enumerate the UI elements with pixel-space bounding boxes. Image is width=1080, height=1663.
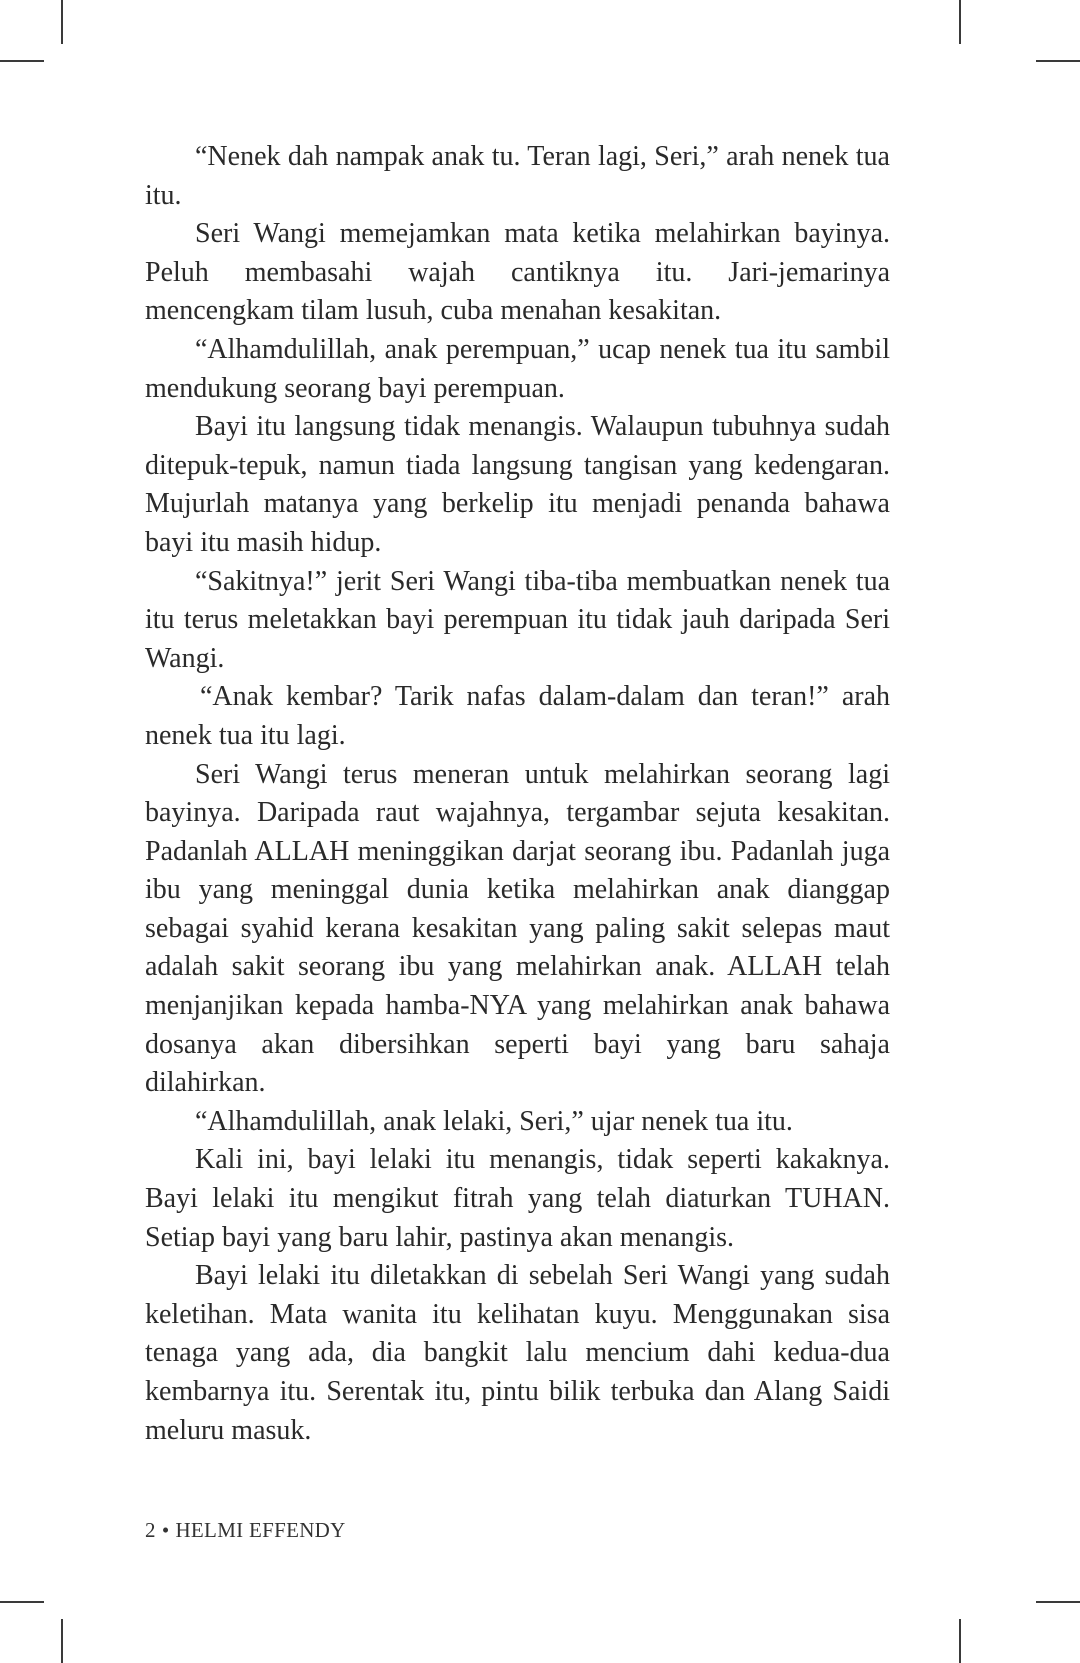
paragraph: “Alhamdulillah, anak lelaki, Seri,” ujar nenek tua itu. — [195, 1105, 793, 1137]
paragraph: Seri Wangi terus meneran untuk melahirkan seorang lagi bayinya. Daripada raut wajahnya, tergambar sejuta kesakitan. Padanlah ALLAH meninggikan darjat seorang ibu. Padanlah juga ibu yang meninggal dunia ketika melahirkan anak dianggap sebagai syahid kerana kesakitan yang paling sakit selepas maut adalah sakit seorang ibu yang melahirkan anak. ALLAH telah menjanjikan kepada hamba-NYA yang melahirkan anak bahawa dosanya akan dibersihkan seperti bayi yang baru sahaja dilahirkan. — [145, 758, 890, 1099]
running-footer — [145, 1518, 346, 1543]
body-text — [145, 138, 890, 1450]
author-name: HELMI EFFENDY — [175, 1518, 346, 1542]
paragraph: “Anak kembar? Tarik nafas dalam-dalam dan teran!” arah nenek tua itu lagi. — [145, 681, 890, 751]
crop-mark-bottom-right-vertical — [959, 1619, 961, 1663]
paragraph: “Alhamdulillah, anak perempuan,” ucap nenek tua itu sambil mendukung seorang bayi perempuan. — [145, 333, 890, 404]
paragraph: Kali ini, bayi lelaki itu menangis, tidak seperti kakaknya. Bayi lelaki itu mengikut fitrah yang telah diaturkan TUHAN. Setiap bayi yang baru lahir, pastinya akan menangis. — [145, 1144, 890, 1253]
paragraph: Bayi lelaki itu diletakkan di sebelah Seri Wangi yang sudah keletihan. Mata wanita itu kelihatan kuyu. Menggunakan sisa tenaga yang ada, dia bangkit lalu mencium dahi kedua-dua kembarnya itu. Serentak itu, pintu bilik terbuka dan Alang Saidi meluru masuk. — [145, 1260, 890, 1446]
page-number: 2 — [145, 1518, 156, 1542]
crop-mark-bottom-right-horizontal — [1036, 1601, 1080, 1603]
crop-mark-top-right-vertical — [959, 0, 961, 44]
crop-mark-bottom-left-vertical — [61, 1619, 63, 1663]
paragraph: Bayi itu langsung tidak menangis. Walaupun tubuhnya sudah ditepuk-tepuk, namun tiada langsung tangisan yang kedengaran. Mujurlah matanya yang berkelip itu menjadi penanda bahawa bayi itu masih hidup. — [145, 411, 890, 558]
paragraph: “Sakitnya!” jerit Seri Wangi tiba-tiba membuatkan nenek tua itu terus meletakkan bayi perempuan itu tidak jauh daripada Seri Wangi. — [145, 565, 890, 674]
crop-mark-bottom-left-horizontal — [0, 1601, 44, 1603]
paragraph: “Nenek dah nampak anak tu. Teran lagi, Seri,” arah nenek tua itu. — [145, 141, 890, 211]
paragraph: Seri Wangi memejamkan mata ketika melahirkan bayinya. Peluh membasahi wajah cantiknya itu. Jari-jemarinya mencengkam tilam lusuh, cuba menahan kesakitan. — [145, 218, 890, 327]
crop-mark-top-left-vertical — [61, 0, 63, 44]
crop-mark-top-right-horizontal — [1036, 60, 1080, 62]
crop-mark-top-left-horizontal — [0, 60, 44, 62]
footer-separator: • — [161, 1518, 170, 1542]
